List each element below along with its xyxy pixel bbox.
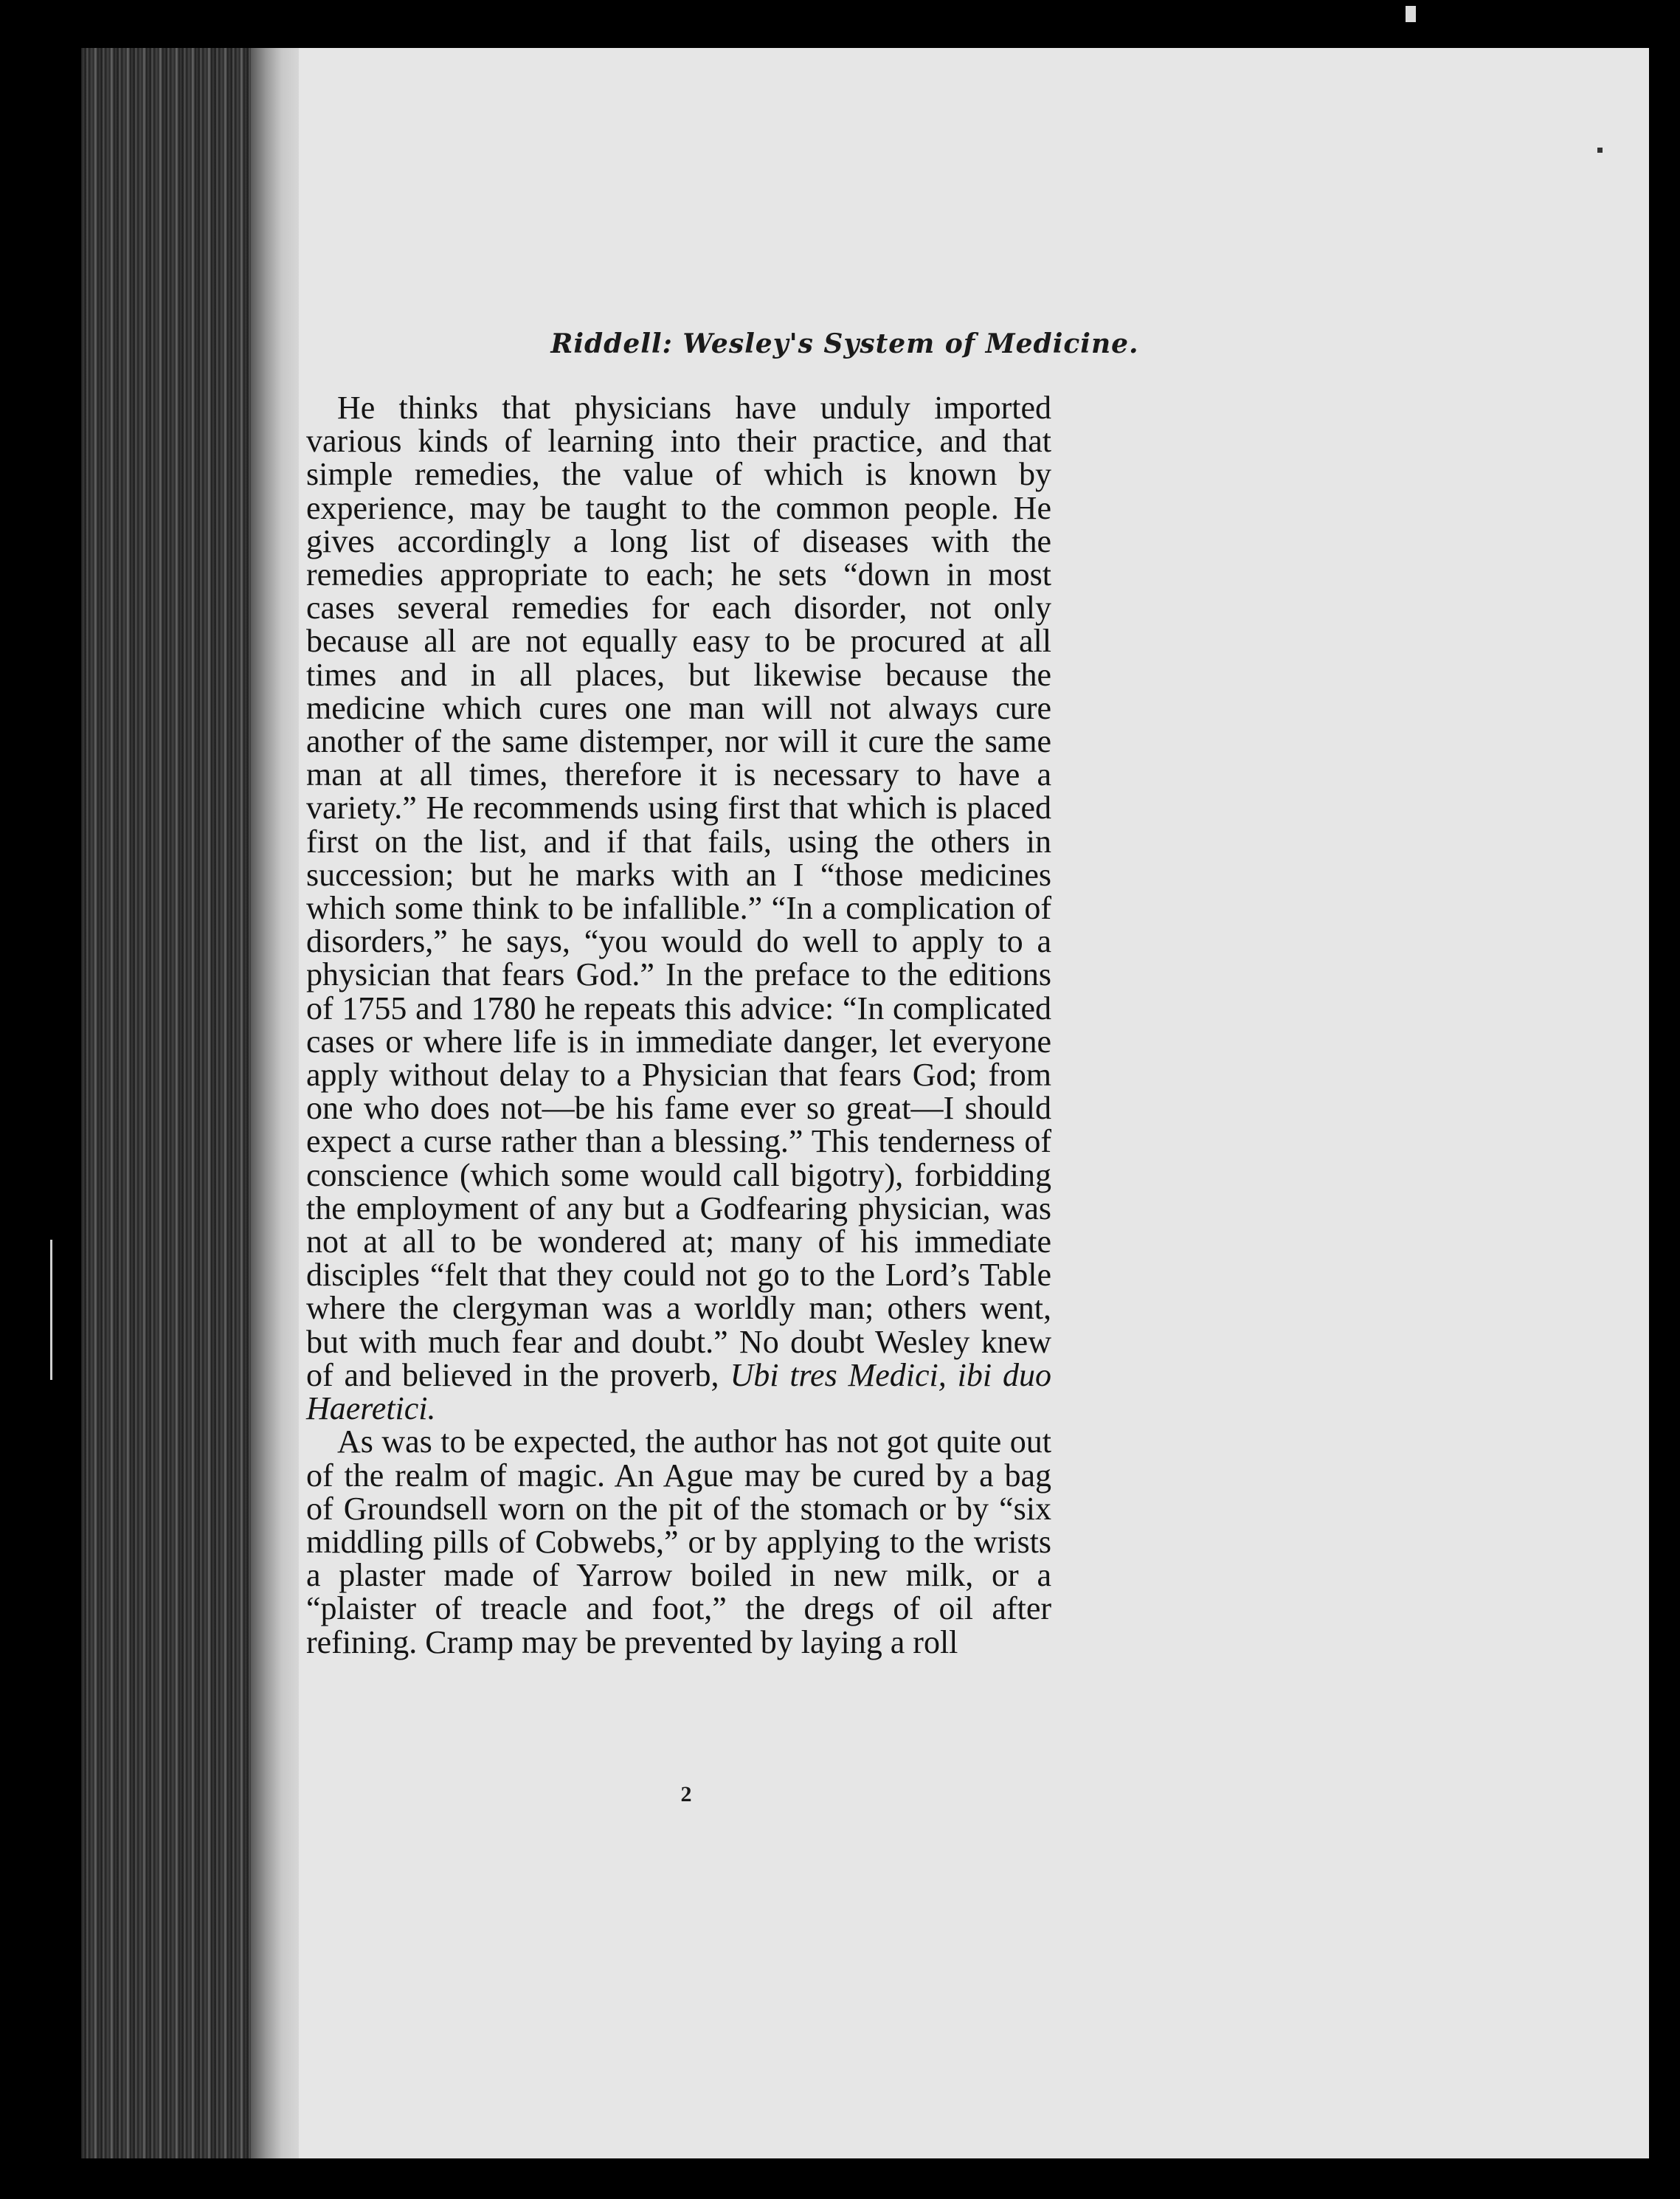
running-header: Riddell: Wesley's System of Medicine. [550, 328, 1139, 359]
body-text [306, 391, 1051, 1659]
book-page-edges [81, 48, 303, 2158]
paragraph-1-text: He thinks that physicians have unduly imported various kinds of learning into their practice, and that simple remedies, the value of which is known by experience, may be taught to the common people. He gives accordingly a long list of diseases with the remedies appropriate to each; he sets “down in most cases several remedies for each disorder, not only because all are not equally easy to be procured at all times and in all places, but likewise because the medicine which cures one man will not always cure another of the same distemper, nor will it cure the same man at all times, therefore it is necessary to have a variety.” He recommends using first that which is placed first on the list, and if that fails, using the others in succession; but he marks with an I “those medicines which some think to be infallible.” “In a complication of disorders,” he says, “you would do well to apply to a physician that fears God.” In the preface to the editions of 1755 and 1780 he repeats this advice: “In complicated cases or where life is in immediate danger, let everyone apply without delay to a Physician that fears God; from one who does not—be his fame ever so great—I should expect a curse rather than a blessing.” This tenderness of conscience (which some would call bigotry), forbidding the employment of any but a Godfearing physician, was not at all to be wondered at; many of his immediate disciples “felt that they could not go to the Lord’s Table where the clergyman was a worldly man; others went, but with much fear and doubt.” No doubt Wesley knew of and believed in the proverb, [306, 390, 1051, 1393]
scan-speck [1597, 148, 1603, 153]
scan-speck [1406, 6, 1416, 22]
paragraph-2: As was to be expected, the author has not got quite out of the realm of magic. An Ague may be cured by a bag of Groundsell worn on the pit of the stomach or by “six middling pills of Cobwebs,” or by applying to the wrists a plaster made of Yarrow boiled in new milk, or a “plaister of treacle and foot,” the dregs of oil after refining. Cramp may be prevented by laying a roll [306, 1423, 1051, 1660]
page-number: 2 [680, 1782, 692, 1806]
paragraph-1 [306, 391, 1051, 1425]
latin-proverb: Ubi tres Medici, ibi duo Haeretici. [306, 1356, 1052, 1427]
scan-speck [50, 1240, 52, 1380]
